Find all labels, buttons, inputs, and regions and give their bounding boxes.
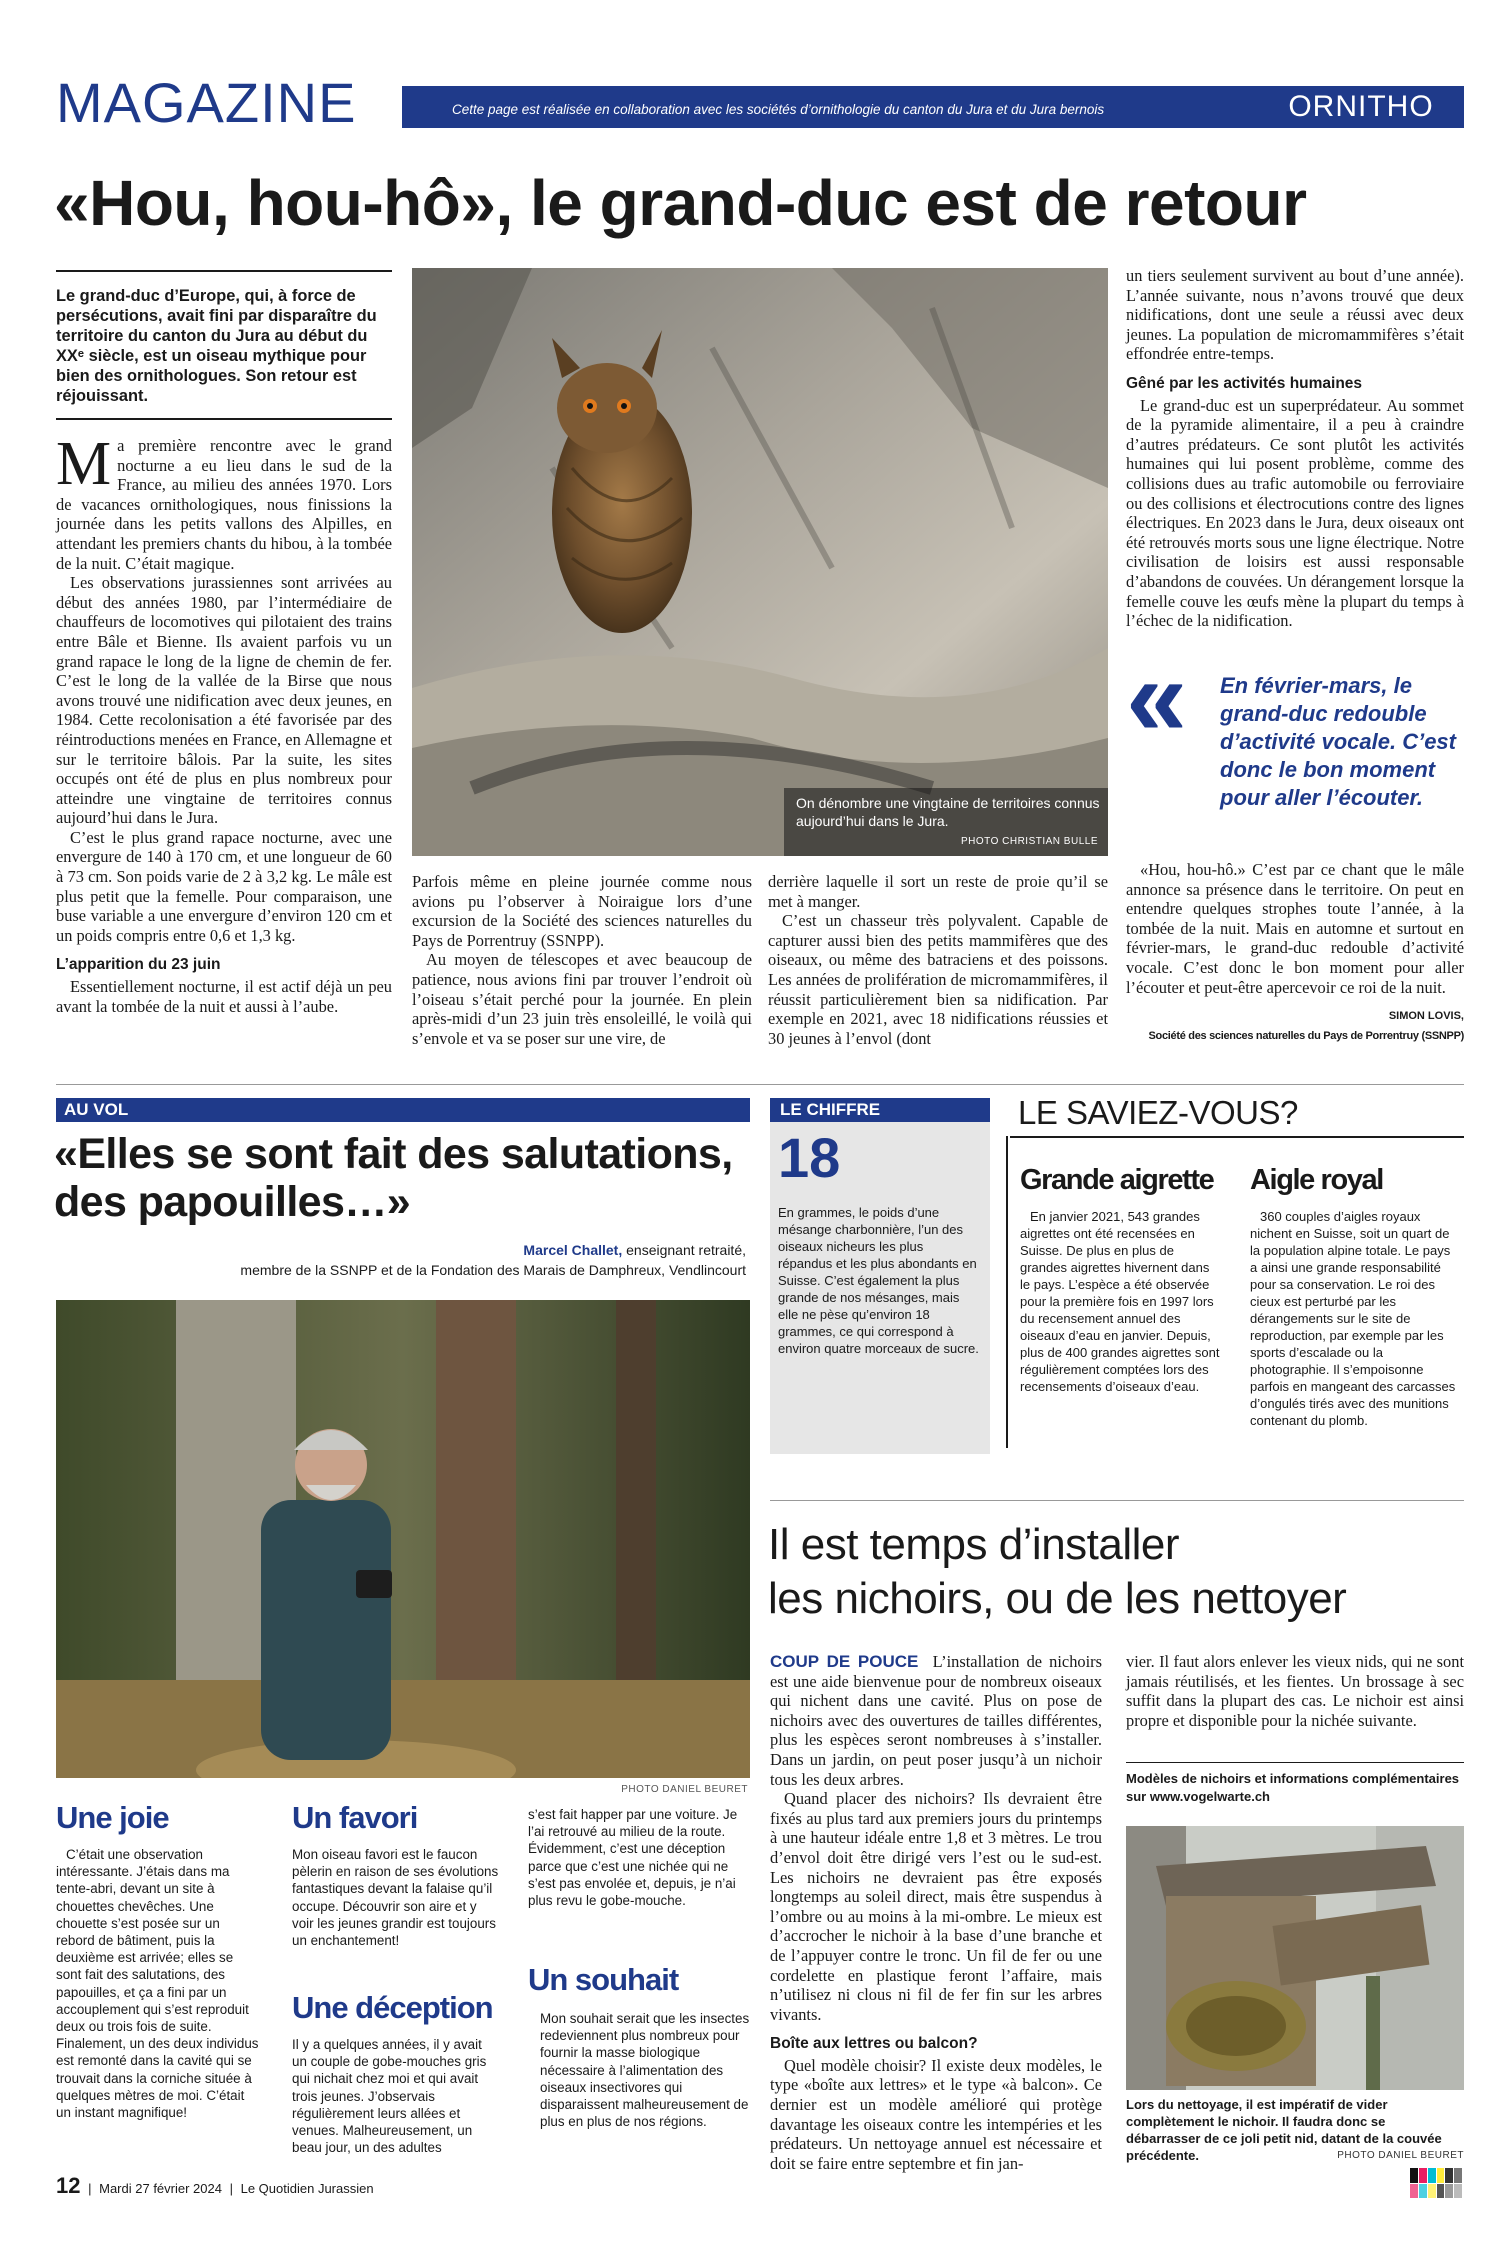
portrait-photo-credit: PHOTO DANIEL BEURET [621,1784,748,1795]
col2-p1: Parfois même en pleine journée comme nous avions pu l’observer à Noiraigue lors d’une excursion de la Société des sciences naturelles du Pays de Porrentruy (SSNPP). [412,872,752,950]
col1-p2: Les observations jurassiennes sont arrivées au début des années 1980, par l’intermédiaire de chauffeurs de locomotives qui pilotaient des trains entre Bâle et Bienne. Ils avaient parfois vu un grand rapace le long de la ligne de chemin de fer. C’est le long de la vallée de la Birse que nous avons trouvé une nidification avec deux jeunes, en 1984. Cette recolonisation a été favorisée par des réintroductions menées en France, en Allemagne et sur le territoire bâlois. Par la suite, les sites occupés ont été de plus en plus nombreux pour atteindre une vingtaine de territoires connus aujourd’hui dans le Jura. [56,573,392,828]
col4-p3: «Hou, hou-hô.» C’est par ce chant que le mâle annonce sa présence dans le territoire. On peut en entendre quelques strophes toute l’année, à la tombée de la nuit. Mais en automne et surtout en février-mars, le grand-duc redouble d’activité vocale. C’est donc le bon moment pour aller l’écouter et peut-être apercevoir ce roi de la nuit. [1126,860,1464,997]
auvol-tag-text: AU VOL [64,1100,129,1119]
owl-photo [412,268,1108,856]
color-bar-icon [1410,2168,1462,2198]
quote-mark-icon: « [1126,636,1188,759]
col4-subhead: Gêné par les activités humaines [1126,374,1363,392]
footer-paper: Le Quotidien Jurassien [240,2181,374,2196]
aigle-text [1250,1208,1458,1429]
footer: 12 | Mardi 27 février 2024 | Le Quotidien Jurassien [56,2173,374,2198]
deception-title: Une déception [292,1990,493,2025]
nichoirs-subhead: Boîte aux lettres ou balcon? [770,2035,978,2053]
nestbox-image [1126,1826,1464,2090]
col1-subhead: L’apparition du 23 juin [56,956,221,974]
joie-title: Une joie [56,1800,169,1835]
portrait-photo [56,1300,750,1778]
byline-name: Marcel Challet, [523,1242,623,1258]
ornitho-tag: ORNITHO [1258,86,1464,128]
column-4-end [1126,860,1464,997]
nichoirs-headline [768,1518,1468,1626]
aigrette-text [1020,1208,1220,1395]
section-divider [56,1084,1464,1085]
coup-de-pouce-kicker: COUP DE POUCE [770,1652,919,1671]
author-name: SIMON LOVIS, [1388,1010,1464,1022]
column-4 [1126,266,1464,631]
main-headline: «Hou, hou-hô», le grand-duc est de retour [54,167,1307,239]
lead-rule [56,270,392,272]
section-title: MAGAZINE [56,71,357,134]
col2-p2: Au moyen de télescopes et avec beaucoup de patience, nous avions fini par trouver l’endroit où l’oiseau s’était perché pour la journée. En plein après-midi d’un 23 juin très ensoleillé, le voilà qui s’envole et va se poser sur une vire, de [412,950,752,1048]
nichoirs-column-1 [770,1652,1102,2173]
byline-line2: membre de la SSNPP et de la Fondation des Marais de Damphreux, Vendlincourt [240,1262,746,1278]
lead-rule-bottom [56,418,392,420]
col1-p1: a première rencontre avec le grand nocturne a eu lieu dans le sud de la France, au milieu des années 1970. Lors de vacances ornithologiques, nous finissions la journée dans les petits vallons des Alpilles, en attendant les premiers chants du hibou, à la tombée de la nuit. C’était magique. [56,436,392,573]
banner-text: Cette page est réalisée en collaboration avec les sociétés d’ornithologie du canton du Jura et du Jura bernois [452,102,1105,117]
nichoirs-headline-2: les nichoirs, ou de les nettoyer [768,1574,1347,1623]
chiffre-paragraph: En grammes, le poids d’une mésange charbonnière, l’un des oiseaux nicheurs les plus répandus et les plus abondants en Suisse. C’est également la plus grande de nos mésanges, mais elle ne pèse qu’environ 18 grammes, ce qui correspond à environ quatre morceaux de sucre. [778,1205,979,1356]
nestbox-caption: Lors du nettoyage, il est impératif de vider complètement le nichoir. Il faudra donc se débarrasser de ce joli petit nid, datant de la couvée précédente. [1126,2097,1442,2163]
author-org: Société des sciences naturelles du Pays de Porrentruy (SSNPP) [1148,1030,1464,1042]
col4-p1: un tiers seulement survivent au bout d’une année). L’année suivante, nous n’avons trouvé que deux nidifications, dont une seule a réussi avec deux jeunes. La population de micromammifères s’était effondrée entre-temps. [1126,266,1464,364]
nestbox-photo [1126,1826,1464,2090]
favori-title: Un favori [292,1800,418,1835]
saviez-title: LE SAVIEZ-VOUS? [1018,1094,1298,1131]
owl-image [412,268,1108,856]
pull-quote: En février-mars, le grand-duc redouble d’activité vocale. C’est donc le bon moment pour aller l’écouter. [1220,673,1456,810]
favori-text [292,1846,500,1949]
owl-caption-text: On dénombre une vingtaine de territoires connus aujourd’hui dans le Jura. [796,795,1100,829]
lead-text: Le grand-duc d’Europe, qui, à force de persécutions, avait fini par disparaître du territoire du canton du Jura au début du XXᵉ siècle, est un oiseau mythique pour bien des ornithologues. Son retour est réjouissant. [56,287,377,405]
page-number: 12 [56,2173,81,2198]
souhait-text [540,2010,750,2130]
aigrette-title: Grande aigrette [1020,1164,1214,1196]
chiffre-tag: LE CHIFFRE [770,1098,990,1122]
portrait-image [56,1300,750,1778]
deception-continued: s’est fait happer par une voiture. Je l’ai retrouvé au milieu de la route. Évidemment, c’est une déception parce que c’est une nichée qui ne s’est pas envolée et, depuis, je n’ai plus revu le gobe-mouche. [528,1807,738,1909]
drop-cap: M [56,430,112,498]
nichoirs-links: Modèles de nichoirs et informations complémentaires sur www.vogelwarte.ch [1126,1771,1460,1804]
byline-role: enseignant retraité, [626,1242,746,1258]
chiffre-text [778,1204,980,1357]
nichoirs-headline-1: Il est temps d’installer [768,1520,1180,1569]
col1-p3: C’est le plus grand rapace nocturne, avec une envergure de 140 à 170 cm, et une longueur de 60 à 73 cm. Son poids varie de 2 à 3,2 kg. Le mâle est plus petit que la femelle. Pour comparaison, une buse variable a une envergure d’environ 120 cm et un poids compris entre 0,6 et 1,3 kg. [56,827,392,945]
deception-text [292,2036,500,2156]
col4-p2: Le grand-duc est un superprédateur. Au sommet de la pyramide alimentaire, il a peu à craindre d’autres prédateurs. Ce sont plutôt les activités humaines qui lui posent problème, comme des collisions dues au trafic automobile ou ferroviaire ou des collisions et électrocutions contre des lignes électriques. En 2023 dans le Jura, deux oiseaux ont été retrouvés morts sous une ligne électrique. Notre civilisation de loisirs est aussi responsable d’abandons de couvées. Un dérangement lorsque la femelle couve les œufs mène la plupart du temps à l’échec de la nidification. [1126,395,1464,631]
souhait-paragraph: Mon souhait serait que les insectes redeviennent plus nombreux pour fournir la masse biologique nécessaire à l’alimentation des oiseaux insectivores qui disparaissent malheureusement de plus en plus de nos régions. [540,2011,750,2130]
saviez-rule-top [1010,1136,1464,1138]
nichoirs-rule [770,1500,1464,1501]
nichoirs-p1 [770,1652,1102,1789]
nichoirs-p3: Quel modèle choisir? Il existe deux modèles, le type «boîte aux lettres» et le type «à balcon». Ce dernier est un modèle amélioré qui protège davantage les oiseaux contre les intempéries et les prédateurs. Un nettoyage annuel est nécessaire et doit se faire entre septembre et fin jan- [770,2055,1102,2173]
nichoirs-column-2 [1126,1652,1464,1730]
chiffre-number: 18 [778,1126,841,1189]
joie-text [56,1846,262,2121]
saviez-rule-left [1006,1136,1008,1448]
deception-paragraph: Il y a quelques années, il y avait un couple de gobe-mouches gris qui nichait chez moi et qui avait trois jeunes. J’observais régulièrement leurs allées et venues. Malheureusement, un beau jour, un des adultes [292,2037,487,2156]
nichoirs-p4: vier. Il faut alors enlever les vieux nids, qui ne sont jamais réutilisés, et les fientes. Un brossage à sec suffit dans la plupart des cas. Le nichoir est ainsi propre et disponible pour la nichée suivante. [1126,1652,1464,1730]
nestbox-credit: PHOTO DANIEL BEURET [1337,2150,1464,2161]
aigle-paragraph: 360 couples d’aigles royaux nichent en Suisse, soit un quart de la population alpine totale. Le pays a ainsi une grande responsabilité pour sa conservation. Le roi des cieux est perturbé par les dérangements sur le site de reproduction, par exemple par les sports d’escalade ou la photographie. Il s’empoisonne parfois en mangeant des carcasses d’ongulés tirés avec des munitions contenant du plomb. [1250,1209,1456,1428]
auvol-headline: «Elles se sont fait des salutations, des papouilles…» [54,1130,733,1226]
nichoirs-p2: Quand placer des nichoirs? Ils devraient être fixés au plus tard aux premiers jours du printemps à une hauteur idéale entre 1,8 et 3 mètres. Le trou d’envol doit être dirigé vers l’est ou le sud-est. Les nichoirs ne devraient pas être exposés longtemps au soleil direct, mais être suspendus à l’ombre ou au moins à la mi-ombre. Le mieux est d’accrocher le nichoir à la base d’une branche et de l’appuyer contre le tronc. Un fil de fer ou une cordelette en plastique feront l’affaire, mais n’utilisez ni clous ni fil de fer fin sur les arbres vivants. [770,1789,1102,2024]
auvol-tag [56,1098,750,1122]
column-2 [412,872,752,1048]
col3-p2: C’est un chasseur très polyvalent. Capable de capturer aussi bien des petits mammifères que des oiseaux, ou même des batraciens et des poissons. Les années de prolifération de micromammifères, il réussit particulièrement bien sa nidification. Par exemple en 2021, avec 18 nidifications réussies et 30 jeunes à l’envol (dont [768,911,1108,1048]
column-1 [56,430,392,1016]
joie-paragraph: C’était une observation intéressante. J’étais dans ma tente-abri, devant un site à chouettes chevêches. Une chouette s’est posée sur un rebord de bâtiment, puis la deuxième est arrivée; elles se sont fait des salutations, des papouilles, et ça a fini par un accouplement qui s’est reproduit deux ou trois fois de suite. Finalement, un des deux individus est remonté dans la cavité qui se trouvait dans la corniche située à quelques mètres de moi. C’était un instant magnifique! [56,1847,259,2121]
souhait-title: Un souhait [528,1962,679,1997]
auvol-byline [56,1240,746,1280]
links-rule [1126,1762,1464,1763]
footer-date: Mardi 27 février 2024 [99,2181,222,2196]
deception-cont [528,1806,750,1909]
nichoirs-p1-text: L’installation de nichoirs est une aide bienvenue pour de nombreux oiseaux qui nichent dans une cavité. Plus on pose de nichoirs avec des ouvertures de tailles différentes, plus les espèces seront nombreuses à s’installer. Dans un jardin, on peut poser jusqu’à un nichoir tous les deux arbres. [770,1652,1102,1789]
aigrette-paragraph: En janvier 2021, 543 grandes aigrettes ont été recensées en Suisse. De plus en plus de grandes aigrettes hivernent dans le pays. L’espèce a été observée pour la première fois en 1997 lors du recensement annuel des oiseaux d’eau en janvier. Depuis, plus de 400 grandes aigrettes sont régulièrement comptées lors des recensements d’oiseaux d’eau. [1020,1209,1220,1394]
column-3 [768,872,1108,1048]
col1-p4: Essentiellement nocturne, il est actif déjà un peu avant la tombée de la nuit et aussi à l’aube. [56,977,392,1016]
aigle-title: Aigle royal [1250,1164,1383,1196]
owl-photo-credit: PHOTO CHRISTIAN BULLE [960,836,1098,847]
favori-paragraph: Mon oiseau favori est le faucon pèlerin en raison de ses évolutions fantastiques devant la falaise qu’il occupe. Découvrir son aire et y voir les jeunes grandir est toujours un enchantement! [292,1847,499,1949]
col3-p1: derrière laquelle il sort un reste de proie qu’il se met à manger. [768,872,1108,911]
